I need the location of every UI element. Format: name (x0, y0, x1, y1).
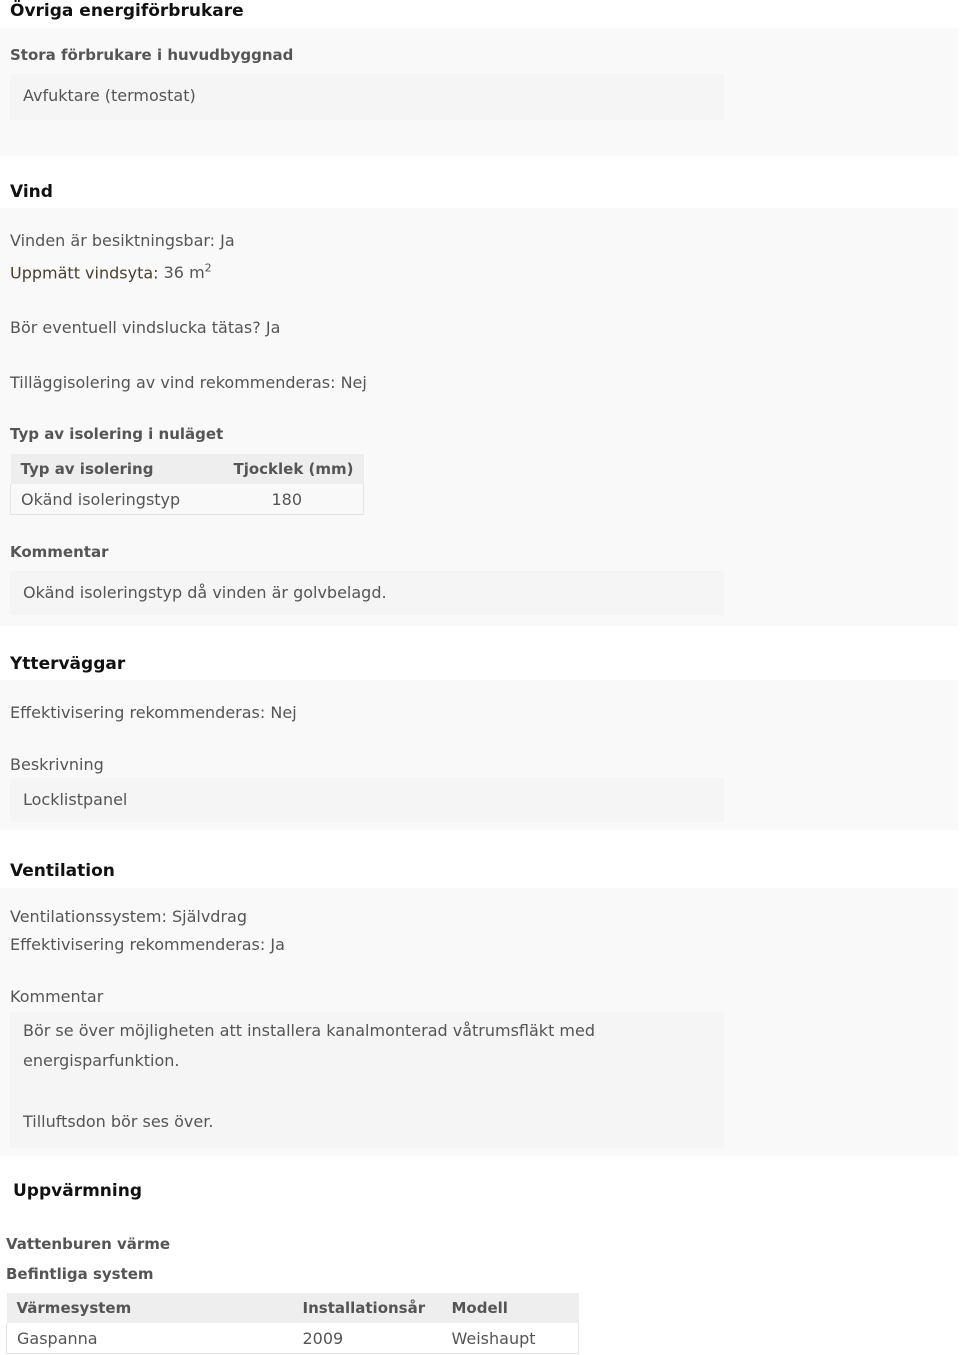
section-title-ovriga: Övriga energiförbrukare (10, 1, 244, 21)
uppvarmning-subtitle: Vattenburen värme (6, 1235, 171, 1253)
table-cell: 180 (223, 484, 363, 515)
ovriga-subtitle: Stora förbrukare i huvudbyggnad (10, 46, 294, 64)
section-title-ventilation: Ventilation (10, 861, 115, 881)
ventilation-system-label: Ventilationssystem: (10, 907, 167, 926)
uppvarmning-systems-table (6, 1293, 579, 1354)
vind-extra-insulation-label: Tilläggisolering av vind rekommenderas: (10, 373, 336, 392)
table-header-cell: Modell (442, 1293, 579, 1323)
table-cell: Gaspanna (7, 1323, 293, 1354)
vind-extra-insulation-value: Nej (340, 373, 367, 392)
ventilation-comment-line1: Bör se över möjligheten att installera kanalmonterad våtrumsfläkt med (23, 1021, 596, 1040)
table-header-cell: Värmesystem (7, 1293, 293, 1323)
table-header-row (7, 1293, 579, 1323)
ytterväggar-description-heading: Beskrivning (10, 755, 104, 774)
vind-hatch-value: Ja (265, 318, 281, 337)
ytterväggar-description: Locklistpanel (23, 790, 128, 809)
vind-area-unit-sup: 2 (204, 262, 212, 275)
section-title-ytterväggar: Ytterväggar (10, 654, 126, 674)
ovriga-item: Avfuktare (termostat) (23, 86, 196, 105)
vind-insulation-heading: Typ av isolering i nuläget (10, 425, 224, 443)
uppvarmning-existing-heading: Befintliga system (6, 1265, 154, 1283)
ventilation-system-value: Självdrag (171, 907, 247, 926)
vind-area-value (164, 263, 212, 282)
table-cell: 2009 (293, 1323, 442, 1354)
vind-hatch (10, 318, 280, 337)
ventilation-efficiency-label: Effektivisering rekommenderas: (10, 935, 266, 954)
ventilation-efficiency-value: Ja (270, 935, 285, 954)
ytterväggar-efficiency-value: Nej (270, 703, 297, 722)
vind-inspectable-value: Ja (220, 231, 235, 250)
table-header-row (11, 454, 364, 484)
ytterväggar-efficiency-label: Effektivisering rekommenderas: (10, 703, 266, 722)
vind-inspectable-label: Vinden är besiktningsbar: (10, 231, 216, 250)
ventilation-efficiency (10, 935, 285, 954)
vind-area (10, 262, 212, 282)
ventilation-system (10, 907, 247, 926)
section-title-vind: Vind (10, 182, 53, 202)
table-row (11, 484, 364, 515)
table-cell: Weishaupt (442, 1323, 579, 1354)
table-cell: Okänd isoleringstyp (11, 484, 224, 515)
ventilation-comment-line3: Tilluftsdon bör ses över. (23, 1112, 214, 1131)
section-title-uppvarmning: Uppvärmning (13, 1181, 142, 1201)
vind-comment-heading: Kommentar (10, 543, 109, 561)
ventilation-comment-line2: energisparfunktion. (23, 1051, 180, 1070)
vind-hatch-label: Bör eventuell vindslucka tätas? (10, 318, 261, 337)
vind-extra-insulation (10, 373, 367, 392)
ventilation-comment-heading: Kommentar (10, 987, 104, 1006)
ytterväggar-efficiency (10, 703, 297, 722)
table-header-cell: Installationsår (293, 1293, 442, 1323)
table-header-cell: Typ av isolering (11, 454, 224, 484)
table-row (7, 1323, 579, 1354)
vind-area-label: Uppmätt vindsyta: (10, 263, 159, 283)
vind-comment: Okänd isoleringstyp då vinden är golvbelagd. (23, 583, 387, 602)
vind-insulation-table (10, 454, 364, 515)
vind-inspectable (10, 231, 235, 250)
table-header-cell: Tjocklek (mm) (223, 454, 363, 484)
vind-area-number: 36 m (163, 263, 205, 283)
